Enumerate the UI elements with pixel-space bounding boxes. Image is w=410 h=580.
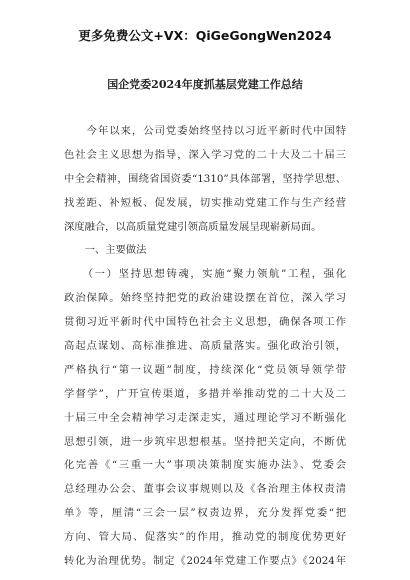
- watermark-text: 更多免费公文+VX：QiGeGongWen2024: [78, 28, 332, 43]
- body-line: 色社会主义思想为指导，深入学习党的二十大及二十届三: [64, 148, 346, 161]
- body-line: 贯彻习近平新时代中国特色社会主义思想，确保各项工作: [64, 316, 346, 329]
- body-line: 中全会精神，围绕省国资委“1310”具体部署，坚持学思想、: [64, 172, 346, 185]
- body-line: 转化为治理优势。制定《2024年党建工作要点》《2024年: [64, 555, 346, 568]
- body-line: 化完善《“三重一大”事项决策制度实施办法》、党委会: [64, 459, 346, 472]
- body-line: 找差距、补短板、促发展，切实推动党建工作与生产经营: [64, 196, 346, 209]
- body-line: 严格执行“第一议题”制度，持续深化“党员领导领学带: [64, 363, 346, 376]
- body-line: 十届三中全会精神学习走深走实，通过理论学习不断强化: [64, 411, 346, 424]
- body-line: 深度融合，以高质量党建引领高质量发展呈现崭新局面。: [64, 220, 322, 233]
- body-line: 总经理办公会、董事会议事规则以及《各治理主体权责清: [64, 483, 346, 496]
- body-line: 单》等，厘清“三会一层”权责边界，充分发挥党委“把: [64, 507, 346, 520]
- body-line: 学督学”，广开宣传渠道，多措并举推动党的二十大及二: [64, 387, 346, 400]
- body-line: 高起点谋划、高标准推进、高质量落实。强化政治引领，: [64, 340, 346, 353]
- body-line: 政治保障。始终坚持把党的政治建设摆在首位，深入学习: [64, 292, 346, 305]
- section-heading: 一、主要做法: [64, 244, 147, 257]
- body-line: （一）坚持思想铸魂，实施“聚力领航”工程，强化: [64, 268, 346, 281]
- body-line: 今年以来，公司党委始终坚持以习近平新时代中国特: [64, 125, 346, 137]
- page-title: 国企党委2024年度抓基层党建工作总结: [107, 78, 303, 91]
- body-line: 思想引领，进一步筑牢思想根基。坚持把关定向，不断优: [64, 435, 346, 448]
- body-text: [64, 120, 346, 574]
- body-line: 方向、管大局、促落实”的作用，推动党的制度优势更好: [64, 531, 346, 544]
